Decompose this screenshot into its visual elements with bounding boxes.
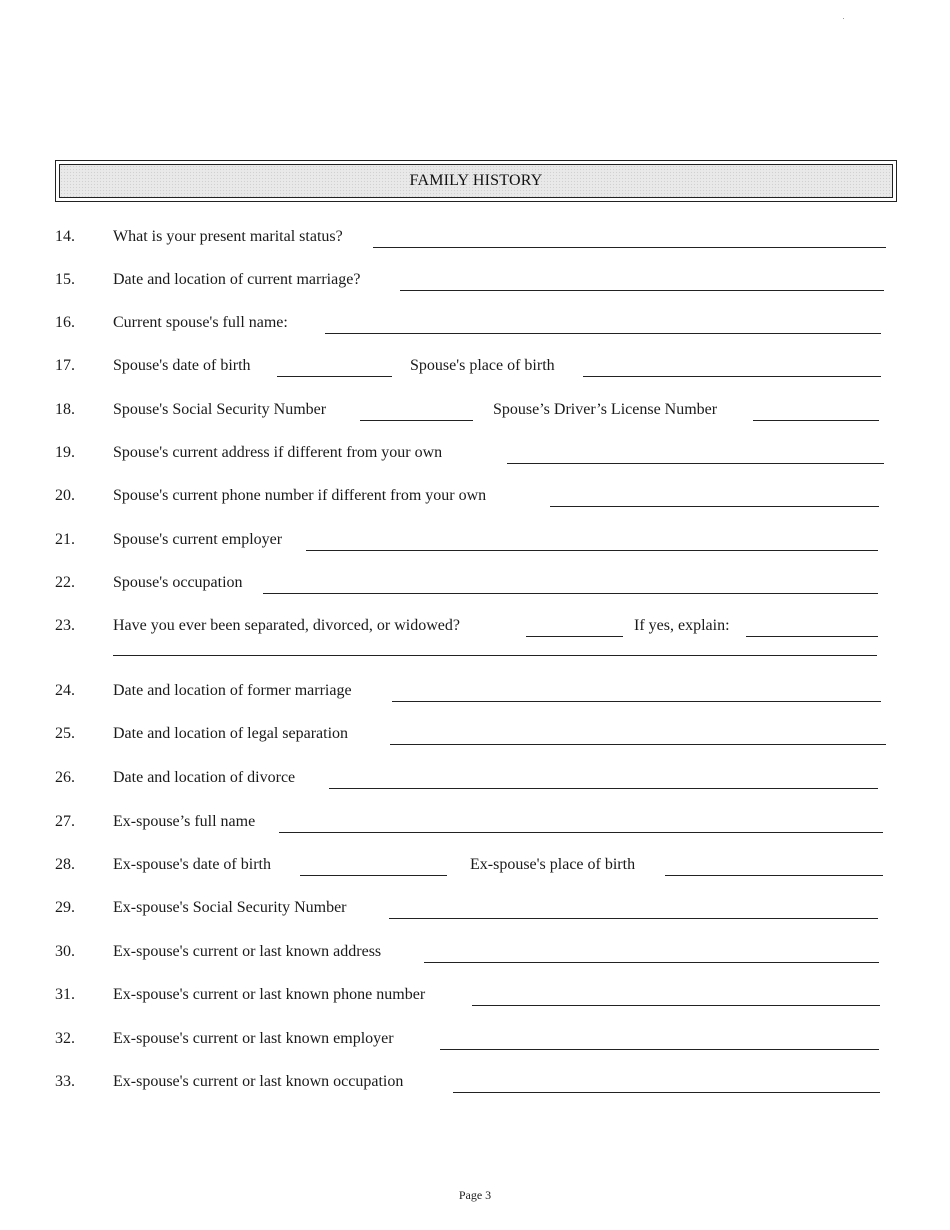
question-28 xyxy=(0,850,950,876)
question-number: 27. xyxy=(55,813,75,830)
ex-spouse-phone-field[interactable] xyxy=(472,1005,880,1006)
question-label: Date and location of current marriage? xyxy=(113,271,361,288)
question-29 xyxy=(0,893,950,919)
question-number: 28. xyxy=(55,856,75,873)
question-21 xyxy=(0,525,950,551)
question-25 xyxy=(0,719,950,745)
section-header xyxy=(55,160,897,202)
question-number: 29. xyxy=(55,899,75,916)
question-number: 22. xyxy=(55,574,75,591)
spouse-phone-field[interactable] xyxy=(550,506,879,507)
former-marriage-field[interactable] xyxy=(392,701,881,702)
question-20 xyxy=(0,481,950,507)
spouse-ssn-field[interactable] xyxy=(360,420,473,421)
question-label: Spouse's current phone number if different from your own xyxy=(113,487,487,504)
spouse-license-field[interactable] xyxy=(753,420,879,421)
question-label: Ex-spouse's date of birth xyxy=(113,856,271,873)
separated-answer-field[interactable] xyxy=(526,636,623,637)
question-label: Date and location of former marriage xyxy=(113,682,352,699)
question-label: Ex-spouse's Social Security Number xyxy=(113,899,347,916)
question-30 xyxy=(0,937,950,963)
question-number: 17. xyxy=(55,357,75,374)
question-label: Ex-spouse's current or last known occupation xyxy=(113,1073,404,1090)
question-label: Ex-spouse's current or last known address xyxy=(113,943,382,960)
question-27 xyxy=(0,807,950,833)
question-number: 26. xyxy=(55,769,75,786)
explain-field[interactable] xyxy=(746,636,878,637)
question-number: 14. xyxy=(55,228,75,245)
explain-continuation-field[interactable] xyxy=(113,655,877,656)
spouse-dob-field[interactable] xyxy=(277,376,392,377)
question-label: Spouse's date of birth xyxy=(113,357,251,374)
question-number: 23. xyxy=(55,617,75,634)
ex-spouse-occupation-field[interactable] xyxy=(453,1092,880,1093)
question-label: Spouse's occupation xyxy=(113,574,243,591)
question-32 xyxy=(0,1024,950,1050)
question-17 xyxy=(0,351,950,377)
scan-speck xyxy=(843,18,844,19)
question-label: Spouse's current employer xyxy=(113,531,283,548)
question-label: Date and location of legal separation xyxy=(113,725,349,742)
question-22 xyxy=(0,568,950,594)
question-number: 32. xyxy=(55,1030,75,1047)
question-number: 33. xyxy=(55,1073,75,1090)
question-label: What is your present marital status? xyxy=(113,228,343,245)
spouse-address-field[interactable] xyxy=(507,463,884,464)
question-label: Date and location of divorce xyxy=(113,769,296,786)
question-number: 25. xyxy=(55,725,75,742)
question-23 xyxy=(0,611,950,637)
marital-status-field[interactable] xyxy=(373,247,886,248)
ex-spouse-dob-field[interactable] xyxy=(300,875,447,876)
page-number: Page 3 xyxy=(458,1188,492,1202)
question-number: 30. xyxy=(55,943,75,960)
ex-spouse-birthplace-field[interactable] xyxy=(665,875,883,876)
ex-spouse-name-field[interactable] xyxy=(279,832,883,833)
question-label-secondary: Ex-spouse's place of birth xyxy=(470,856,636,873)
question-label: Ex-spouse’s full name xyxy=(113,813,256,830)
question-18 xyxy=(0,395,950,421)
question-24 xyxy=(0,676,950,702)
question-label-secondary: If yes, explain: xyxy=(634,617,730,634)
question-26 xyxy=(0,763,950,789)
question-14 xyxy=(0,222,950,248)
question-label: Have you ever been separated, divorced, or widowed? xyxy=(113,617,460,634)
section-header-inner xyxy=(59,164,893,198)
ex-spouse-ssn-field[interactable] xyxy=(389,918,878,919)
question-33 xyxy=(0,1067,950,1093)
question-19 xyxy=(0,438,950,464)
spouse-birthplace-field[interactable] xyxy=(583,376,881,377)
question-label: Spouse's current address if different from your own xyxy=(113,444,443,461)
question-label-secondary: Spouse’s Driver’s License Number xyxy=(493,401,718,418)
current-marriage-field[interactable] xyxy=(400,290,884,291)
question-label: Ex-spouse's current or last known phone number xyxy=(113,986,426,1003)
question-number: 31. xyxy=(55,986,75,1003)
question-16 xyxy=(0,308,950,334)
question-label: Current spouse's full name: xyxy=(113,314,288,331)
question-number: 18. xyxy=(55,401,75,418)
legal-separation-field[interactable] xyxy=(390,744,886,745)
ex-spouse-employer-field[interactable] xyxy=(440,1049,879,1050)
divorce-field[interactable] xyxy=(329,788,878,789)
question-number: 19. xyxy=(55,444,75,461)
question-number: 24. xyxy=(55,682,75,699)
question-number: 21. xyxy=(55,531,75,548)
question-number: 20. xyxy=(55,487,75,504)
spouse-employer-field[interactable] xyxy=(306,550,878,551)
question-number: 15. xyxy=(55,271,75,288)
question-15 xyxy=(0,265,950,291)
spouse-name-field[interactable] xyxy=(325,333,881,334)
question-label: Ex-spouse's current or last known employer xyxy=(113,1030,394,1047)
question-label: Spouse's Social Security Number xyxy=(113,401,327,418)
ex-spouse-address-field[interactable] xyxy=(424,962,879,963)
question-31 xyxy=(0,980,950,1006)
spouse-occupation-field[interactable] xyxy=(263,593,878,594)
section-title: FAMILY HISTORY xyxy=(409,172,543,189)
question-label-secondary: Spouse's place of birth xyxy=(410,357,555,374)
question-number: 16. xyxy=(55,314,75,331)
